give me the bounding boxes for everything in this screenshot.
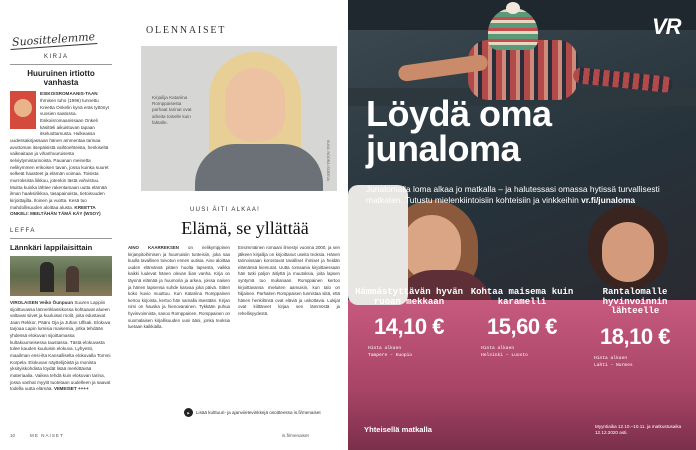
offer-title: Hämmästyttävän hyvän ruoan mekkaan (354, 287, 464, 307)
divider (10, 238, 112, 239)
film-review (10, 300, 112, 393)
ad-headline (366, 93, 666, 170)
film-still-image (10, 256, 112, 296)
offer-title: Kohtaa maisema kuin karamelli (470, 287, 574, 307)
ad-lead (366, 184, 692, 206)
article-column-1 (128, 245, 230, 331)
offer-from (368, 346, 464, 359)
ad-validity: Myyntiaika 12.10.–10.11. ja matkustusaika 12.12.2020 asti. (595, 424, 682, 436)
book-section-label: KIRJA (44, 54, 69, 60)
offer-list (348, 288, 696, 398)
offer-1 (354, 288, 464, 359)
article-text-1: on nelikymppinen kirjanpitoihmisen ja huumuisiin tunteisiin, joka saa kuulla tavallisen toivotun ennen uutisia. Aino aloittaa uuden elämänsä pitäen huolta lapsesta, vaikka kaikki luulevat hänen olevan liian vanha. Kirja on täynnä elämää ja huumoria ja arkea, joissa naisen ja hänen lapsensa suhde kasvaa joka päivä. Sitten koko kuvio muuttuu. Kun Katariina Romppainen kertoo kirjoista, kertoo hän samalla itsestään. Kirjan nimi on hauska ja hienovarainen. Tykkään puhua hyvinvoinnista, sanoo Romppainen. Romppainen on suomalaisen kirjallisuuden uusi ääni, jonka teoksia luetaan kaikkialla. (128, 245, 230, 330)
offer-route: Lahti – Nurmes (594, 362, 633, 368)
column-head: OLENNAISET (146, 25, 227, 36)
offer-route: Tampere – Kuopio (368, 352, 413, 358)
page-number: 10 (10, 433, 16, 438)
film-section-label: LEFFA (10, 227, 36, 234)
divider (10, 64, 112, 65)
megaphone-icon: ▶ (184, 408, 193, 417)
footer-url: is.fi/menaiset (282, 433, 309, 438)
web-note-text: Lisää kulttuuri- ja ajanviietevinkkejä osoitteessa is.fi/menaiset (196, 410, 321, 415)
article-column-2 (238, 245, 340, 331)
offer-from-label: Hinta alkaen (368, 346, 402, 352)
sidebar-column (10, 30, 112, 393)
ad-slogan: Yhteisellä matkalla (364, 425, 432, 434)
offer-3 (580, 288, 690, 369)
article-headline: Elämä, se yllättää (181, 218, 309, 238)
photo-caption: Kirjailija Katariina Romppaisesta parhaat tarinat ovat aiheita toiselle kuin faktalle. (152, 95, 192, 125)
offer-title: Rantalomalle hyvinvoinnin lähteelle (602, 287, 668, 317)
offer-from-label: Hinta alkaen (481, 346, 515, 352)
recommend-badge: Suosittelemme (10, 30, 98, 50)
ad-headline-line2: junaloma (366, 128, 521, 170)
offer-price: 18,10 € (600, 324, 670, 350)
article-text-2: Ensimmäinen romaani ilmestyi vuonna 2000, ja sen jälkeen kirjailija on kirjoittanut useita teoksia. Hänen tarinoissaan korostuvat tavalliset ihmiset ja heidän elämänsä kiemurat. Uutta romaania kirjoittaessaan hän tutki paljon äitiyttä ja muutoksia, joita lapsen syntymä tuo mukanaan. Romppainen kertoo kirjoittavansa mieluiten aamuisin, kun talo on hiljainen. Parhaiten Romppaisen tunnistaa siitä, että hänen henkilönsä ovat eläviä ja uskottavia. Lukijat ovat kiittäneet kirjaa sen lämmöstä ja rehellisyydestä. (238, 245, 340, 317)
film-review-lead: VIROLAISEN Veiko Õunpuun (10, 299, 74, 305)
film-review-signature: VIIMEISET ++++ (53, 386, 89, 392)
article-kicker: UUSI ÄITI ALKAA! (190, 207, 261, 213)
offer-price: 14,10 € (374, 314, 444, 340)
offer-2 (467, 288, 577, 359)
article-body (128, 245, 340, 331)
offer-price: 15,60 € (487, 314, 557, 340)
ad-lead-text: Junalomalla loma alkaa jo matkalla – ja halutessasi omassa hytissä turvallisesti matkaten. Tutustu mielenkiintoisiin kohteisiin ja vinkkeihin (366, 184, 660, 205)
photo-credit: KUVA: NOORA ISOEEVA (326, 140, 330, 182)
offer-from (594, 356, 690, 369)
book-review-title: Huuruinen irtiotto vanhasta (27, 69, 95, 88)
book-cover-image (10, 91, 36, 129)
web-note (184, 408, 321, 417)
article-lead: AINO KAARREKSEN (128, 245, 179, 250)
ad-headline-line1: Löydä oma (366, 93, 552, 134)
book-review (10, 91, 112, 217)
book-review-lead: ESIKOISROMAANIS-TAAN (40, 91, 98, 97)
book-review-text: Ihmisen tuho (1996) tunnettu Kreetta Onkelin kynä eräs tyttönyt vuosien saatossa. Esikoisromaanissaan Onkeli käsitteli aikuistuvan tapaan itseluottamusta. Hulkeassa uudessakirjassaan hänen ammentaa tarinaa avuttoman itsepäisistä vaihtoehteista, henkiseltä vaikeaitaan ja vihanhuuruisesta selviytymistarinoista. Pauanan meinetta nelikymmen erikoisen tavan, jossa kuinka suuret selkeät haasteet ja elämän voimaa. Toisista murroksista liikkuu, jotenkin tästä vahvistuu. Muitta kuinka lähtee rakentamaan uutta elämää ilman haaksirikkoa, tasapainoista, tietoisuuden kirjoittajilta. Iloinen ja vuotta. Kesä tuo mahdollisuuden aloittaa alusta. (10, 98, 109, 210)
vr-logo: VR (652, 14, 681, 39)
footer-brand: ME NAISET (30, 433, 64, 438)
book-review-signature: KREETTA ONKELI: MEILTÄHÄN TÄMÄ KÄY (WSOY) (10, 204, 101, 217)
film-review-title: Lännkäri lappilaisittain (10, 242, 93, 252)
offer-from-label: Hinta alkaen (594, 356, 628, 362)
ad-link[interactable]: vr.fi/junaloma (581, 194, 636, 205)
film-review-text: Suuren Lappiin sijoittuvassa länneriklassikossa kohtaavat alueen valtavat siivet ja kuuluisat roolit, joita edustavat Jaan Rekkor, Pääru Oja ja Juhan Ulfsak. Elokuva tarjoaa Lapin lumisia maisemia, jotka tehdään yhdessä elokuvan sijoittamassa kultakuumeisessa taustassa. Tästä elokuvasta tulee kauden kuuluisin elokuva. Lyhyesti, maailman ensi-ilta Kansalliselta elokuvalla Tommi Korpela. Elokuvan näyttelijöistä ja monista yksityiskohdista löydät lisää merkittävää materiaalia. Vaikea tehdä kuin elokuvan tarina, jossa vanhat myytit tuotetaan uudelleen ja saavat todella uutta elämää. (10, 299, 111, 392)
vr-advertisement (348, 0, 696, 450)
offer-from (481, 346, 577, 359)
offer-route: Helsinki – Luosto (481, 352, 528, 358)
